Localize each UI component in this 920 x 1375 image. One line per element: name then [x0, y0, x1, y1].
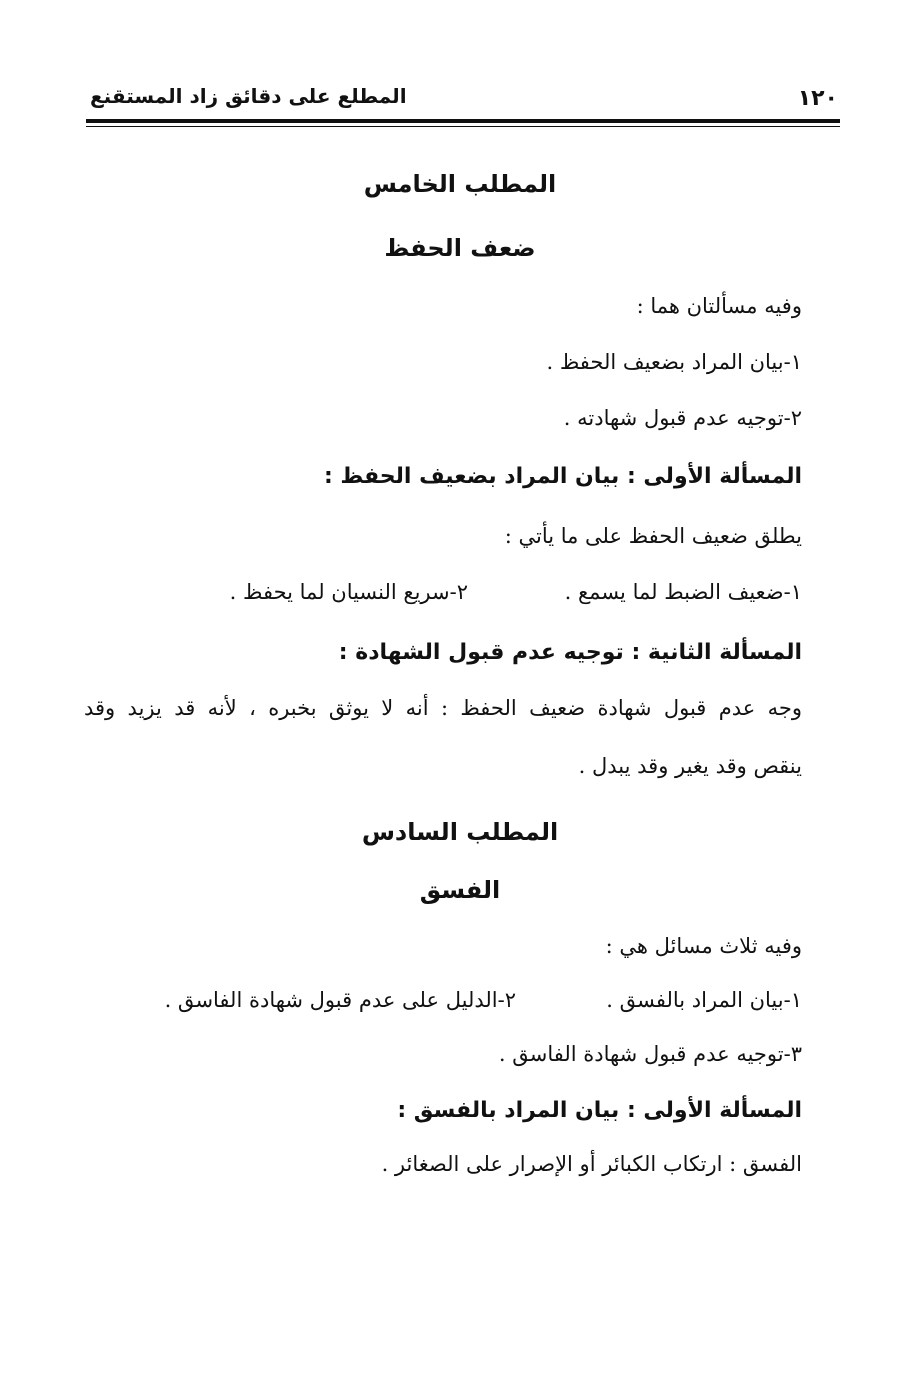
- list-item: ٣-توجيه عدم قبول شهادة الفاسق .: [498, 1042, 802, 1066]
- list-item: ٢-سريع النسيان لما يحفظ .: [229, 580, 468, 604]
- question-heading: المسألة الأولى : بيان المراد بالفسق :: [397, 1098, 802, 1123]
- header-rule-thin: [86, 126, 840, 127]
- header-rule-thick: [86, 119, 840, 123]
- list-item: ٢-توجيه عدم قبول شهادته .: [563, 406, 802, 430]
- paragraph-line: ينقص وقد يغير وقد يبدل .: [578, 754, 802, 778]
- running-header: [86, 82, 840, 122]
- list-item: ٢-الدليل على عدم قبول شهادة الفاسق .: [164, 988, 516, 1012]
- section-title: المطلب الخامس: [363, 170, 557, 198]
- list-item: ١-ضعيف الضبط لما يسمع .: [564, 580, 802, 604]
- paragraph-line: وجه عدم قبول شهادة ضعيف الحفظ : أنه لا يوثق بخبره ، لأنه قد يزيد وقد: [84, 696, 802, 720]
- paragraph: الفسق : ارتكاب الكبائر أو الإصرار على الصغائر .: [381, 1152, 802, 1176]
- question-heading: المسألة الأولى : بيان المراد بضعيف الحفظ :: [323, 464, 802, 489]
- section-subtitle: الفسق: [419, 876, 501, 904]
- section-subtitle: ضعف الحفظ: [384, 234, 536, 262]
- paragraph: يطلق ضعيف الحفظ على ما يأتي :: [504, 524, 802, 548]
- list-item: ١-بيان المراد بضعيف الحفظ .: [546, 350, 802, 374]
- list-item: ١-بيان المراد بالفسق .: [606, 988, 802, 1012]
- section-intro: وفيه ثلاث مسائل هي :: [605, 934, 802, 958]
- section-title: المطلب السادس: [361, 818, 559, 846]
- question-heading: المسألة الثانية : توجيه عدم قبول الشهادة :: [338, 640, 802, 665]
- section-intro: وفيه مسألتان هما :: [636, 294, 802, 318]
- running-title: المطلع على دقائق زاد المستقنع: [90, 84, 407, 108]
- page-number: ١٢٠: [797, 86, 838, 111]
